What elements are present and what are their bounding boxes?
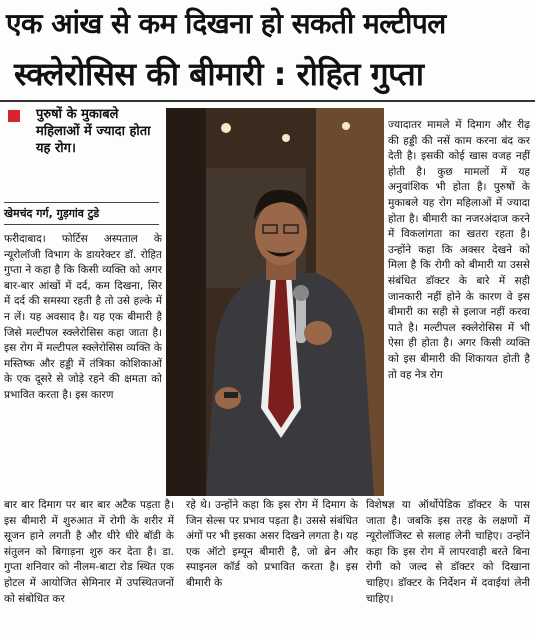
pull-quote: पुरुषों के मुकाबले महिलाओं में ज्यादा होता यह रोग। xyxy=(36,107,151,156)
headline-line-1: एक आंख से कम दिखना हो सकती मल्टीपल xyxy=(6,7,446,40)
bullet-square-icon xyxy=(8,110,20,122)
article-bottom-col-3: विशेषज्ञ या ऑर्थोपेडिक डॉक्टर के पास जाता है। जबकि इस तरह के लक्षणों में न्यूरोलॉजिस्ट से सलाह लेनी चाहिए। उन्होंने कहा कि इस रोग में लापरवाही बरते बिना रोगी को जल्द से डॉक्टर को दिखाना चाहिए। डॉक्टर के निर्देशन में दवाईयां लेनी चाहिए। xyxy=(366,499,530,605)
article-column-right: ज्यादातर मामले में दिमाग और रीढ़ की हड्डी की नसें काम करना बंद कर देती है। इसकी कोई खास वजह नहीं होती है। कुछ मामलों में यह अनुवांशिक भी होता है। पुरुषों के मुकाबले यह रोग महिलाओं में ज्यादा होता है। बीमारी का नजरअंदाज करने में विकलांगता का खतरा रहता है। उन्होंने कहा कि अक्सर देखने को मिला है कि रोगी को बीमारी या उससे संबंधित डॉक्टर के बारे में सही जानकारी नहीं होने के कारण वे इस बीमारी का सही से इलाज नहीं करवा पाते है। मल्टीपल स्क्लेरोसिस में भी ऐसा ही होता है। अगर किसी व्यक्ति को इस बीमारी की शिकायत होती है तो वह नेत्र रोग xyxy=(388,119,530,381)
headline-divider xyxy=(0,100,535,102)
article-column-left: फरीदाबाद। फोर्टिस अस्पताल के न्यूरोलॉजी विभाग के डायरेक्टर डॉ. रोहित गुप्ता ने कहा है कि किसी व्यक्ति को अगर बार-बार आंखों में दर्द, कम दिखना, सिर में दर्द की समस्या रहती है तो उसे हल्के में न लें। यह अवसाद है। यह एक बीमारी है जिसे मल्टीपल स्क्लेरोसिस कहा जाता है। इस रोग में मल्टीपल स्क्लेरोसिस व्यक्ति के मस्तिष्क और हड्डी में तंत्रिका कोशिकाओं के एक दूसरे से जोड़े रहने की क्षमता को प्रभावित करता है। इस कारण xyxy=(4,233,162,401)
article-bottom-col-1: बार बार दिमाग पर बार बार अटैक पड़ता है। इस बीमारी में शुरुआत में रोगी के शरीर में सूजन हाने लगती है और धीरे धीरे बॉडी के संतुलन को बिगाड़ना शुरु कर देता है। डा. गुप्ता शनिवार को नीलम-बाटा रोड स्थित एक होटल में आयोजित सेमिनार में उपस्थितजनों को संबोधित कर xyxy=(4,499,174,605)
speaker-illustration xyxy=(166,108,384,496)
headline-line-2: स्क्लेरोसिस की बीमारी : रोहित गुप्ता xyxy=(14,55,424,93)
article-bottom-col-2: रहे थे। उन्होंने कहा कि इस रोग में दिमाग के जिन सेल्स पर प्रभाव पड़ता है। उससे संबंधित अंगों पर भी इसका असर दिखने लगता है। यह एक ऑटो इम्यून बीमारी है, जो ब्रेन और स्पाइनल कॉर्ड को प्रभावित करता है। इस बीमारी के xyxy=(186,499,358,589)
byline: खेमचंद गर्ग, गुड़गांव टुडे xyxy=(4,202,159,225)
speaker-photo xyxy=(166,108,384,496)
